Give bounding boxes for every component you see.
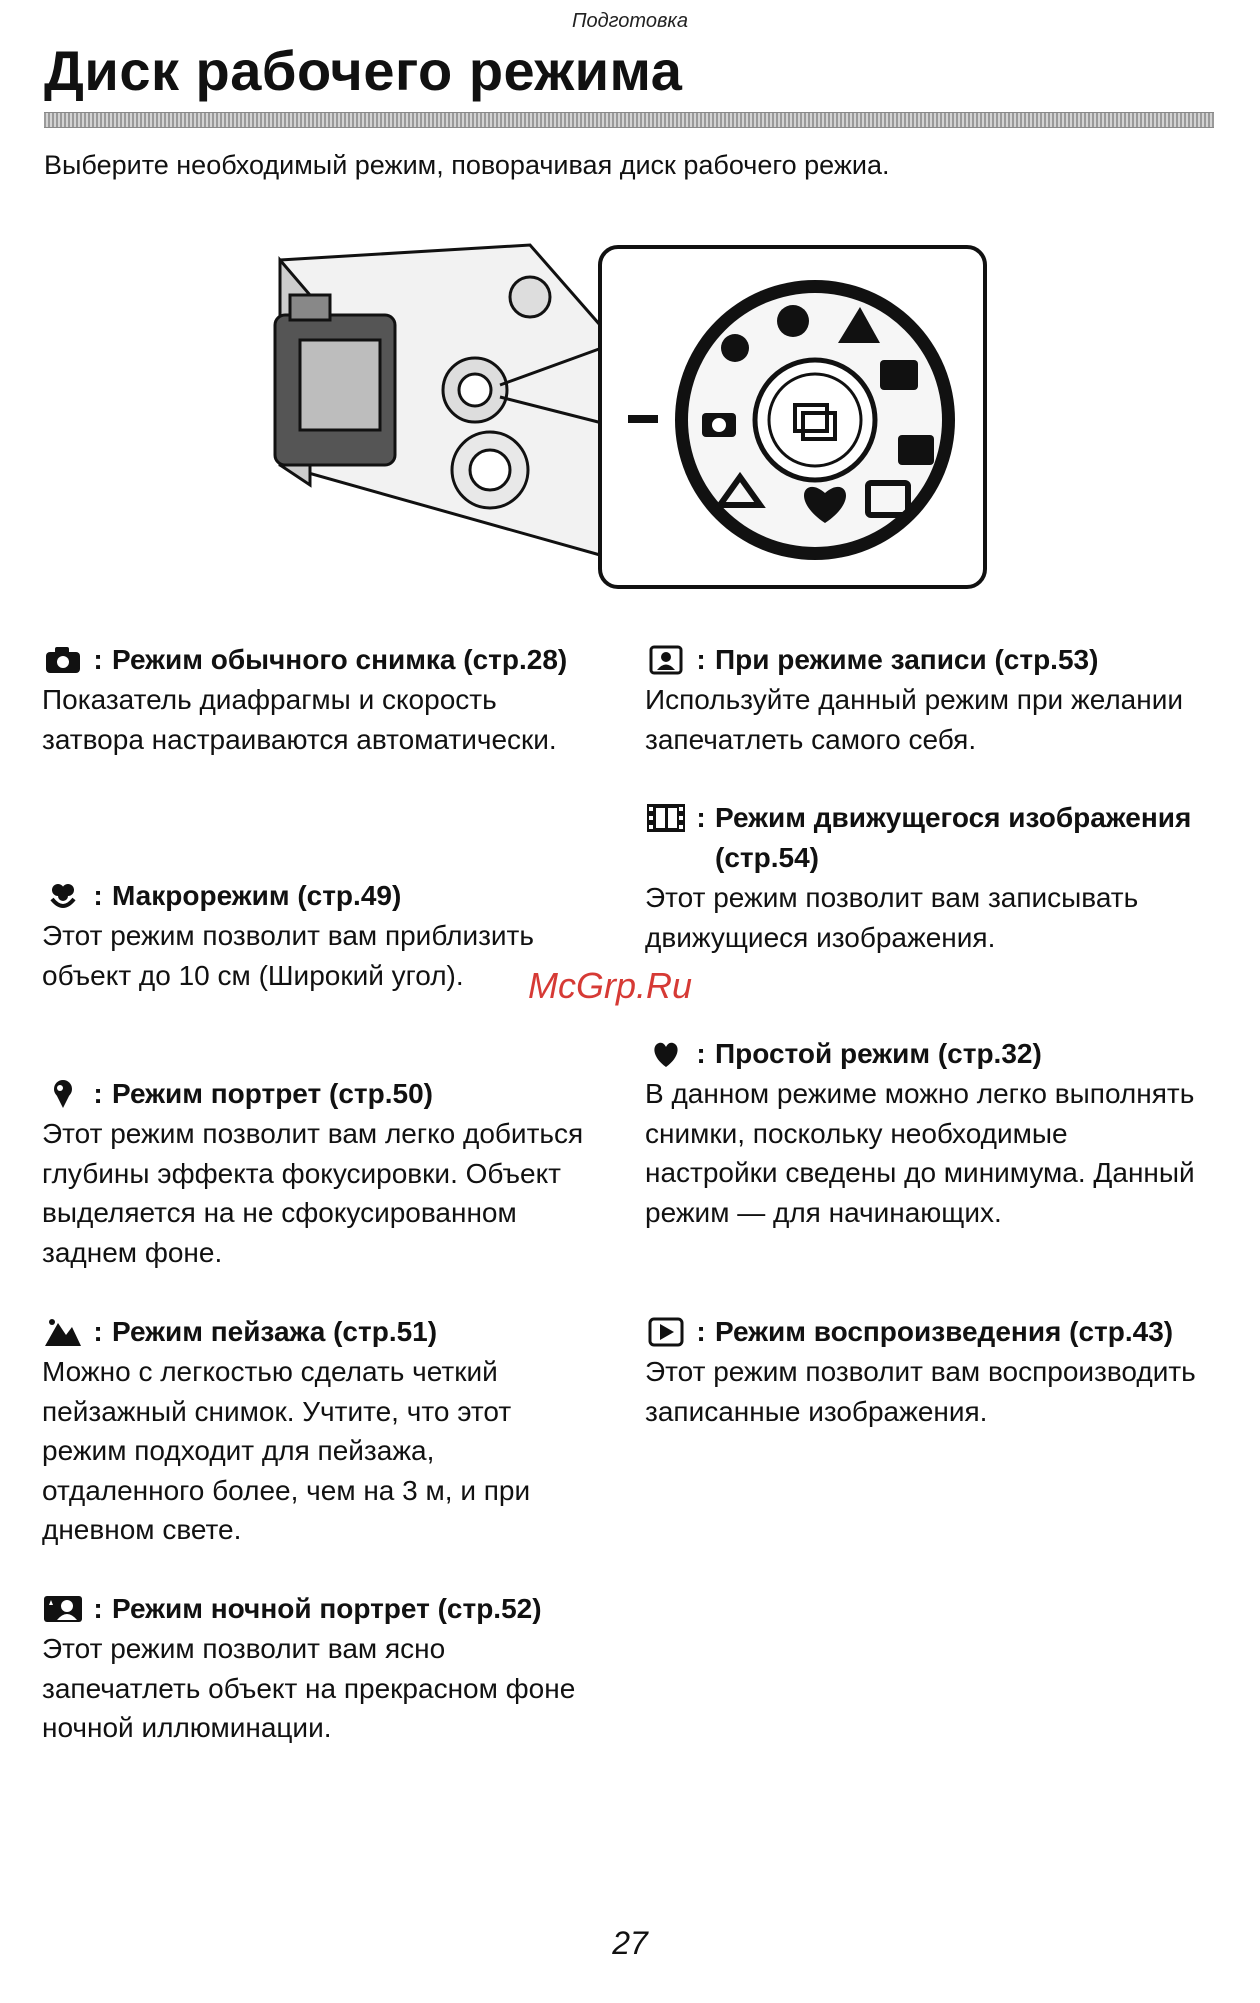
landscape-mountain-icon	[42, 1312, 84, 1352]
mode-description: Этот режим позволит вам ясно запечатлеть объект на прекрасном фоне ночной иллюминации.	[42, 1633, 576, 1743]
mode-description: Этот режим позволит вам приблизить объект до 10 см (Широкий угол).	[42, 920, 534, 991]
modes-right-column	[645, 640, 1205, 1431]
playback-icon	[645, 1312, 687, 1352]
mode-dial	[675, 280, 955, 560]
mode-title: Режим портрет (стр.50)	[112, 1078, 433, 1109]
mode-description: Используйте данный режим при желании запечатлеть самого себя.	[645, 684, 1183, 755]
page-title: Диск рабочего режима	[44, 39, 683, 102]
macro-flower-icon	[42, 876, 84, 916]
mode-landscape: : Режим пейзажа (стр.51) Можно с легкостью сделать четкий пейзажный снимок. Учтите, что этот режим подходит для пейзажа, отдаленного более, чем на 3 м, и при дневном свете.	[42, 1312, 602, 1589]
modes-left-column	[42, 640, 602, 1748]
portrait-icon	[42, 1074, 84, 1114]
mode-motion-picture: : Режим движущегося изображения (стр.54) Этот режим позволит вам записывать движущиеся изображения.	[645, 798, 1205, 1034]
mode-simple: : Простой режим (стр.32) В данном режиме можно легко выполнять снимки, поскольку необходимые настройки сведены до минимума. Данный режим — для начинающих.	[645, 1034, 1205, 1312]
intro-text: Выберите необходимый режим, поворачивая диск рабочего режиа.	[44, 150, 890, 180]
mode-macro: : Макрорежим (стр.49) Этот режим позволит вам приблизить объект до 10 см (Широкий угол).	[42, 876, 602, 1074]
film-strip-icon	[645, 798, 687, 838]
mode-playback: : Режим воспроизведения (стр.43) Этот режим позволит вам воспроизводить записанные изображения.	[645, 1312, 1205, 1431]
mode-portrait: : Режим портрет (стр.50) Этот режим позволит вам легко добиться глубины эффекта фокусировки. Объект выделяется на не сфокусированном заднем фоне.	[42, 1074, 602, 1312]
mode-night-portrait: : Режим ночной портрет (стр.52) Этот режим позволит вам ясно запечатлеть объект на прекрасном фоне ночной иллюминации.	[42, 1589, 602, 1748]
camera-body	[275, 245, 600, 555]
mode-title: Режим воспроизведения (стр.43)	[715, 1316, 1174, 1347]
heart-icon	[645, 1034, 687, 1074]
mode-title: Режим обычного снимка (стр.28)	[112, 644, 568, 675]
mode-description: Можно с легкостью сделать четкий пейзажный снимок. Учтите, что этот режим подходит для пейзажа, отдаленного более, чем на 3 м, и при дневном свете.	[42, 1356, 531, 1545]
watermark: McGrp.Ru	[528, 965, 693, 1006]
mode-self-shot: : При режиме записи (стр.53) Используйте данный режим при желании запечатлеть самого себя.	[645, 640, 1205, 798]
mode-description: Этот режим позволит вам легко добиться глубины эффекта фокусировки. Объект выделяется на не сфокусированном заднем фоне.	[42, 1118, 584, 1268]
night-portrait-icon	[42, 1589, 84, 1629]
mode-title: Простой режим (стр.32)	[715, 1038, 1042, 1069]
mode-title: Режим ночной портрет (стр.52)	[112, 1593, 542, 1624]
title-rule	[44, 112, 1214, 128]
mode-title: Режим движущегося изображения (стр.54)	[715, 802, 1192, 873]
section-header: Подготовка	[572, 10, 688, 32]
mode-description: Показатель диафрагмы и скорость затвора настраиваются автоматически.	[42, 684, 557, 755]
mode-description: В данном режиме можно легко выполнять снимки, поскольку необходимые настройки сведены до минимума. Данный режим — для начинающих.	[645, 1078, 1195, 1228]
mode-title: Макрорежим (стр.49)	[112, 880, 402, 911]
mode-description: Этот режим позволит вам записывать движущиеся изображения.	[645, 882, 1139, 953]
page-number: 27	[612, 1925, 648, 1961]
mode-title: При режиме записи (стр.53)	[715, 644, 1099, 675]
camera-icon	[42, 640, 84, 680]
mode-description: Этот режим позволит вам воспроизводить записанные изображения.	[645, 1356, 1196, 1427]
camera-mode-dial-illustration	[270, 235, 990, 595]
mode-normal-snapshot: : Режим обычного снимка (стр.28) Показатель диафрагмы и скорость затвора настраиваются автоматически.	[42, 640, 602, 876]
self-shot-icon	[645, 640, 687, 680]
mode-title: Режим пейзажа (стр.51)	[112, 1316, 438, 1347]
